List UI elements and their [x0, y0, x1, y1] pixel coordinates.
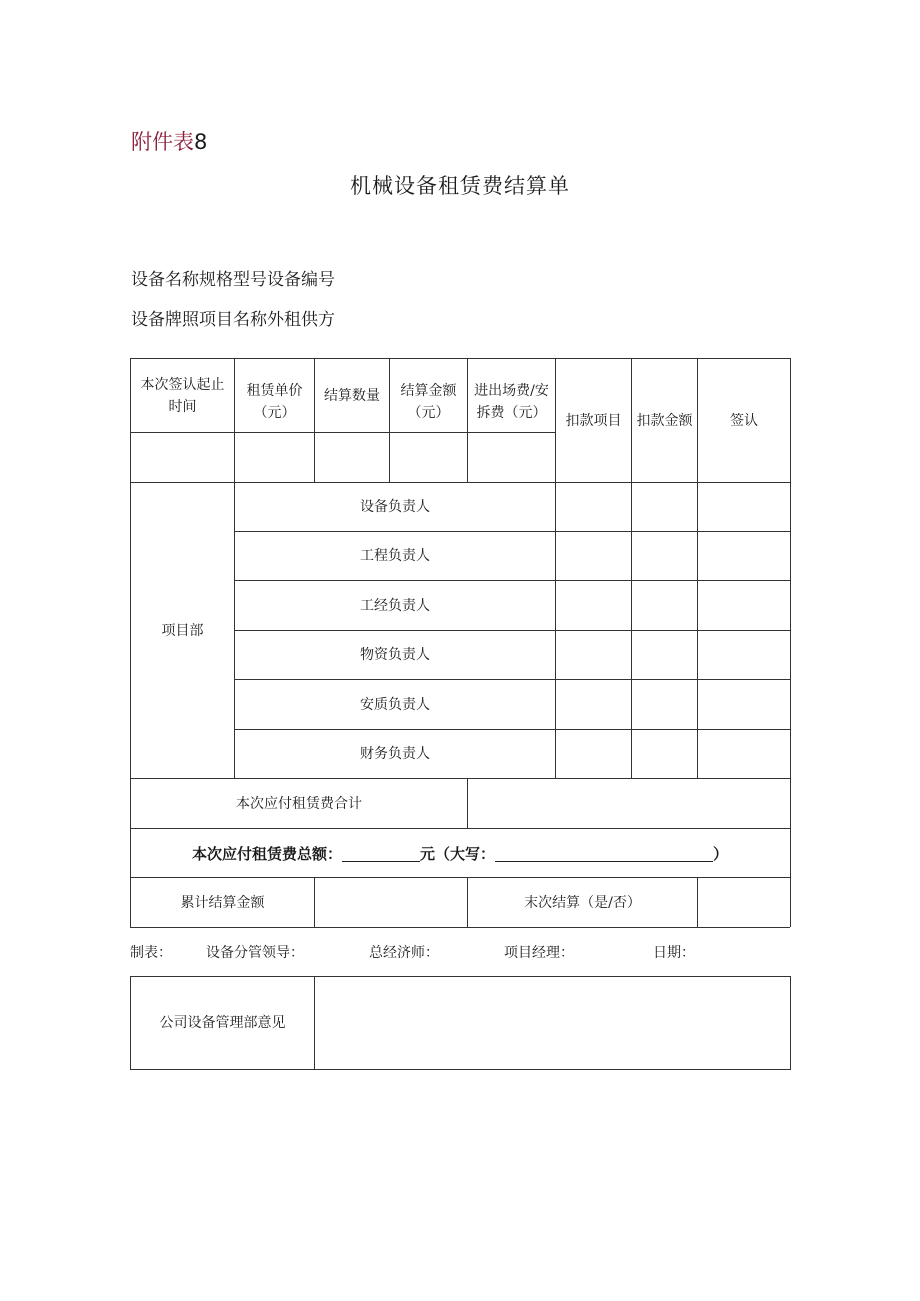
- cumulative-label: 累计结算金额: [180, 894, 265, 911]
- role-equipment: 设备负责人: [360, 499, 430, 515]
- header-price: 租赁单价（元）: [246, 383, 303, 421]
- table-border-bottom: [130, 1069, 790, 1070]
- sig-prepared-by: 制表：: [130, 945, 172, 961]
- payable-total-label: 本次应付租赁费合计: [236, 795, 362, 812]
- sig-project-manager: 项目经理：: [504, 945, 574, 961]
- role-cost: 工经负责人: [360, 597, 430, 614]
- table-border-right: [790, 976, 791, 1070]
- total-amount-row: [130, 829, 790, 877]
- header-deduct-amount: 扣款金额: [636, 412, 693, 429]
- role-finance: 财务负责人: [360, 746, 430, 762]
- header-fee: 进出场费/安拆费（元）: [474, 383, 549, 421]
- sig-date: 日期：: [653, 945, 695, 961]
- total-amount-label: 本次应付租赁费总额：: [191, 844, 342, 863]
- header-time: 本次签认起止时间: [140, 376, 225, 415]
- equipment-info-line-2: 设备牌照项目名称外租供方: [131, 310, 335, 330]
- row-divider: [130, 927, 790, 928]
- header-divider: [130, 432, 555, 433]
- col-divider: [314, 877, 315, 927]
- total-amount-close: ）: [713, 844, 729, 863]
- final-settlement-label: 末次结算（是/否）: [524, 894, 641, 911]
- company-opinion-label: 公司设备管理部意见: [159, 1015, 286, 1031]
- appendix-label: 附件表8: [131, 130, 208, 154]
- role-engineering: 工程负责人: [360, 548, 430, 564]
- sig-equipment-leader: 设备分管领导：: [206, 945, 304, 961]
- header-deduct-item: 扣款项目: [565, 412, 622, 429]
- project-dept-label: 项目部: [161, 622, 204, 639]
- total-amount-unit: 元（大写：: [419, 844, 495, 863]
- page-title: 机械设备租赁费结算单: [350, 174, 570, 198]
- total-amount-blank[interactable]: [342, 845, 420, 862]
- header-sign: 签认: [730, 412, 758, 429]
- role-materials: 物资负责人: [360, 647, 430, 663]
- table-border-right: [790, 358, 791, 927]
- col-divider: [467, 778, 468, 828]
- equipment-info-line-1: 设备名称规格型号设备编号: [131, 270, 335, 290]
- appendix-number: 8: [194, 130, 208, 154]
- role-safety: 安质负责人: [360, 696, 430, 713]
- total-amount-words-blank[interactable]: [495, 845, 713, 862]
- col-divider: [697, 877, 698, 927]
- sig-chief-economist: 总经济师：: [369, 945, 439, 961]
- header-amount: 结算金额（元）: [400, 383, 457, 421]
- header-qty: 结算数量: [324, 388, 380, 404]
- col-divider: [314, 976, 315, 1070]
